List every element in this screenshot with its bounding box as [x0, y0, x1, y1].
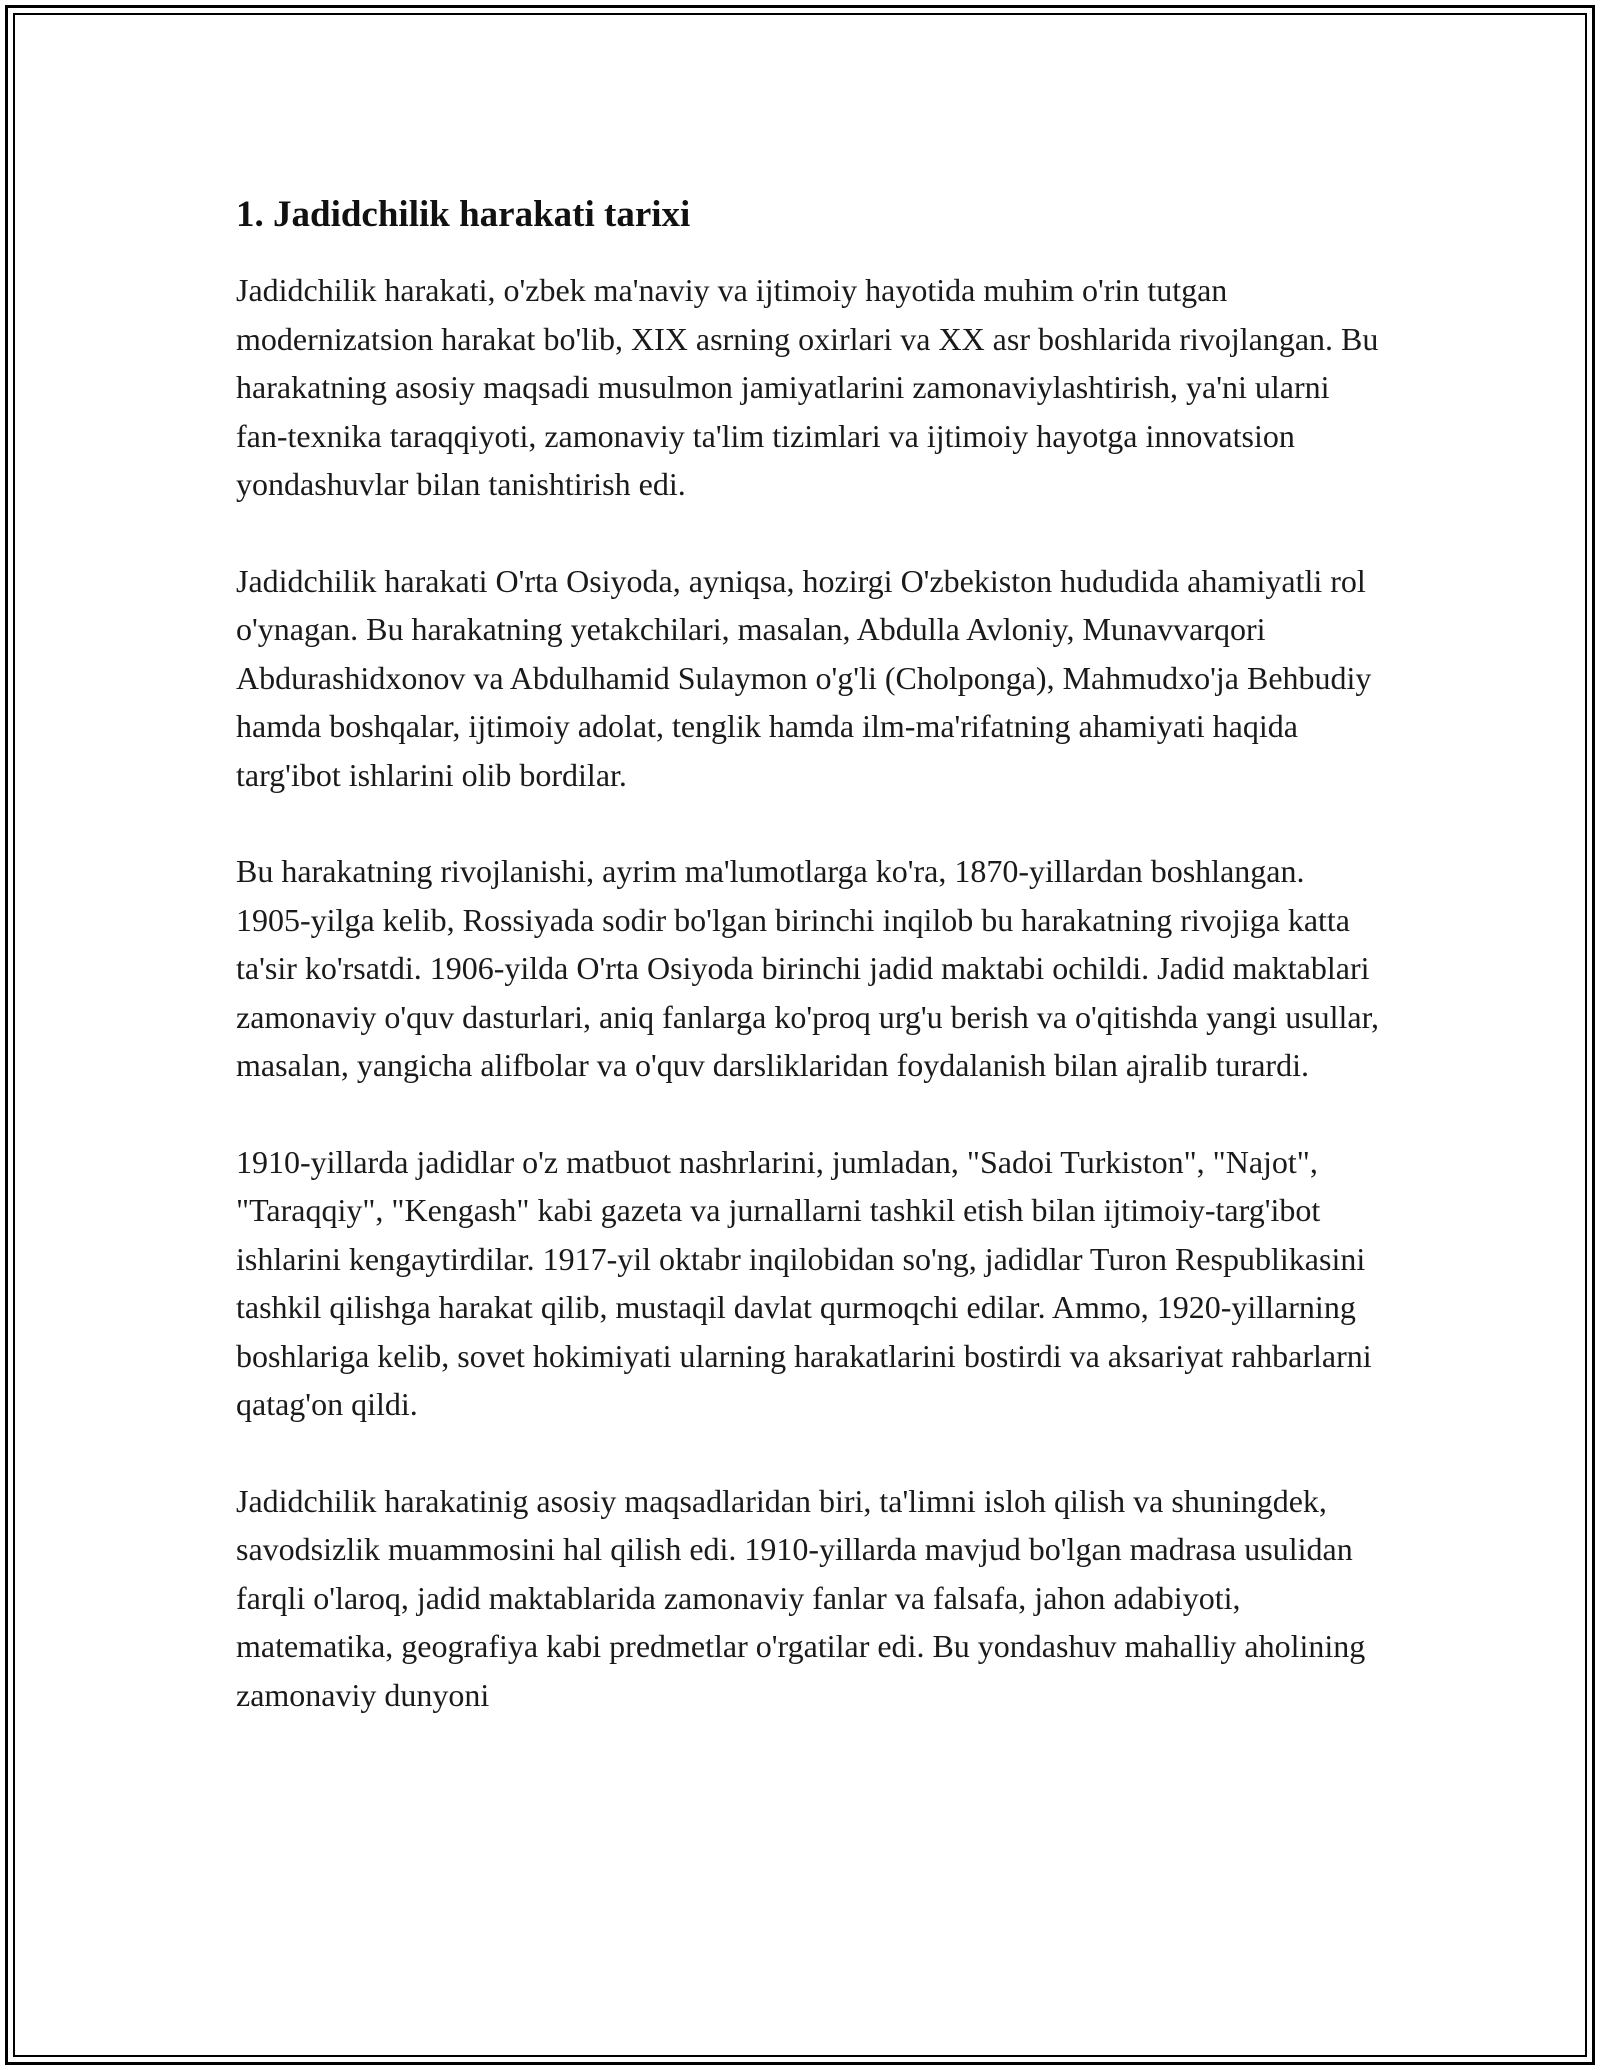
document-body	[236, 190, 1386, 1767]
paragraph-5: Jadidchilik harakatinig asosiy maqsadlaridan biri, ta'limni isloh qilish va shuningdek, savodsizlik muammosini hal qilish edi. 1910-yillarda mavjud bo'lgan madrasa usulidan farqli o'laroq, jadid maktablarida zamonaviy fanlar va falsafa, jahon adabiyoti, matematika, geografiya kabi predmetlar o'rgatilar edi. Bu yondashuv mahalliy aholining zamonaviy dunyoni	[236, 1482, 1366, 1713]
paragraph-4: 1910-yillarda jadidlar o'z matbuot nashrlarini, jumladan, "Sadoi Turkiston", "Najot", "Taraqqiy", "Kengash" kabi gazeta va jurnallarni tashkil etish bilan ijtimoiy-targ'ibot ishlarini kengaytirdilar. 1917-yil oktabr inqilobidan so'ng, jadidlar Turon Respublikasini tashkil qilishga harakat qilib, mustaqil davlat qurmoqchi edilar. Ammo, 1920-yillarning boshlariga kelib, sovet hokimiyati ularning harakatlarini bostirdi va aksariyat rahbarlarni qatag'on qildi.	[236, 1143, 1372, 1422]
paragraph-3: Bu harakatning rivojlanishi, ayrim ma'lumotlarga ko'ra, 1870-yillardan boshlangan. 1905-yilga kelib, Rossiyada sodir bo'lgan birinchi inqilob bu harakatning rivojiga katta ta'sir ko'rsatdi. 1906-yilda O'rta Osiyoda birinchi jadid maktabi ochildi. Jadid maktablari zamonaviy o'quv dasturlari, aniq fanlarga ko'proq urg'u berish va o'qitishda yangi usullar, masalan, yangicha alifbolar va o'quv darsliklaridan foydalanish bilan ajralib turardi.	[236, 853, 1379, 1083]
paragraph-1: Jadidchilik harakati, o'zbek ma'naviy va ijtimoiy hayotida muhim o'rin tutgan modernizatsion harakat bo'lib, XIX asrning oxirlari va XX asr boshlarida rivojlangan. Bu harakatning asosiy maqsadi musulmon jamiyatlarini zamonaviylashtirish, ya'ni ularni fan-texnika taraqqiyoti, zamonaviy ta'lim tizimlari va ijtimoiy hayotga innovatsion yondashuvlar bilan tanishtirish edi.	[236, 272, 1379, 502]
section-heading: 1. Jadidchilik harakati tarixi	[236, 194, 691, 235]
paragraph-2: Jadidchilik harakati O'rta Osiyoda, ayniqsa, hozirgi O'zbekiston hududida ahamiyatli rol o'ynagan. Bu harakatning yetakchilari, masalan, Abdulla Avloniy, Munavvarqori Abdurashidxonov va Abdulhamid Sulaymon o'g'li (Cholponga), Mahmudxo'ja Behbudiy hamda boshqalar, ijtimoiy adolat, tenglik hamda ilm-ma'rifatning ahamiyati haqida targ'ibot ishlarini olib bordilar.	[236, 562, 1372, 793]
